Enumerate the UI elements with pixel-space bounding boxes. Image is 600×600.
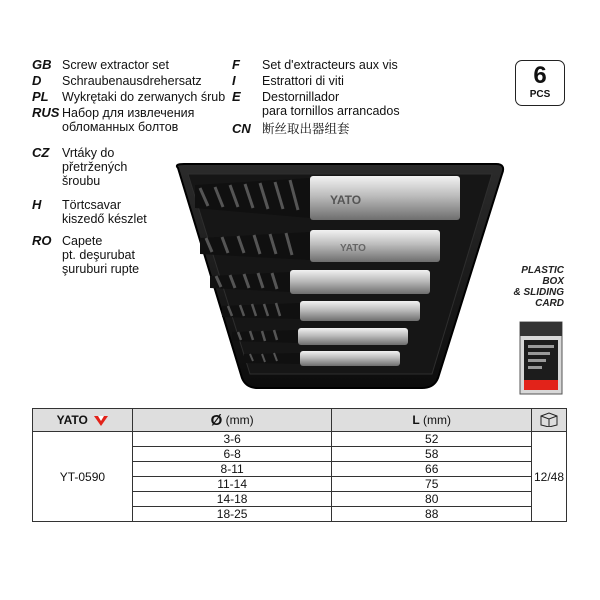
diameter-cell: 18-25 [132,507,332,522]
table-row [33,432,567,447]
length-cell: 88 [332,507,532,522]
brand-header [33,409,133,432]
diameter-unit: (mm) [225,412,254,427]
diameter-cell: 11-14 [132,477,332,492]
lang-text: Wykrętaki do zerwanych śrub [62,90,226,104]
length-unit: (mm) [423,413,452,427]
length-cell: 52 [332,432,532,447]
lang-code: GB [32,57,52,72]
length-cell: 66 [332,462,532,477]
spec-table [32,408,567,522]
lang-text: Screw extractor set [62,58,169,72]
diameter-cell: 14-18 [132,492,332,507]
diameter-cell: 6-8 [132,447,332,462]
brand-logo-text: YATO [56,413,88,427]
quantity-cell: 12/48 [531,432,566,522]
lang-text: Vrtáky do přetržených šroubu [62,146,128,188]
lang-text: 断丝取出器组套 [262,122,350,136]
lang-text: Schraubenausdrehersatz [62,74,202,88]
lang-code: F [232,57,240,72]
lang-text: Набор для извлечения обломанных болтов [62,106,195,134]
lang-code: H [32,197,42,212]
lang-code: RUS [32,105,60,120]
brand-engraving: YATO [340,243,366,254]
yato-logo-icon [94,416,108,426]
lang-code: RO [32,233,52,248]
diameter-cell: 8-11 [132,462,332,477]
packaging-photo [518,318,564,396]
length-header [332,409,532,432]
lang-text: Destornillador para tornillos arrancados [262,90,400,118]
pcs-label: PCS [529,89,551,100]
lang-text: Set d'extracteurs aux vis [262,58,398,72]
brand-engraving: YATO [330,193,362,207]
lang-code: PL [32,89,49,104]
lang-code: D [32,73,42,88]
lang-code: CN [232,121,251,136]
package-header [531,409,566,432]
table-header-row [33,409,567,432]
length-cell: 58 [332,447,532,462]
length-cell: 75 [332,477,532,492]
packaging-text: PLASTIC BOX & SLIDING CARD [513,265,564,309]
lang-code: E [232,89,241,104]
pcs-count: 6 [533,62,547,89]
lang-code: CZ [32,145,50,160]
lang-text: Capete pt. deşurubat şuruburi rupte [62,234,140,276]
length-cell: 80 [332,492,532,507]
lang-code: I [232,73,236,88]
length-label: L [412,413,420,427]
lang-text: Törtcsavar kiszedő készlet [62,198,147,226]
box-icon [539,411,559,427]
pcs-badge [515,60,565,106]
diameter-header [132,409,332,432]
diameter-symbol: Ø [210,411,223,429]
lang-text: Estrattori di viti [262,74,344,88]
product-image [170,160,510,400]
model-number: YT-0590 [33,432,133,522]
diameter-cell: 3-6 [132,432,332,447]
